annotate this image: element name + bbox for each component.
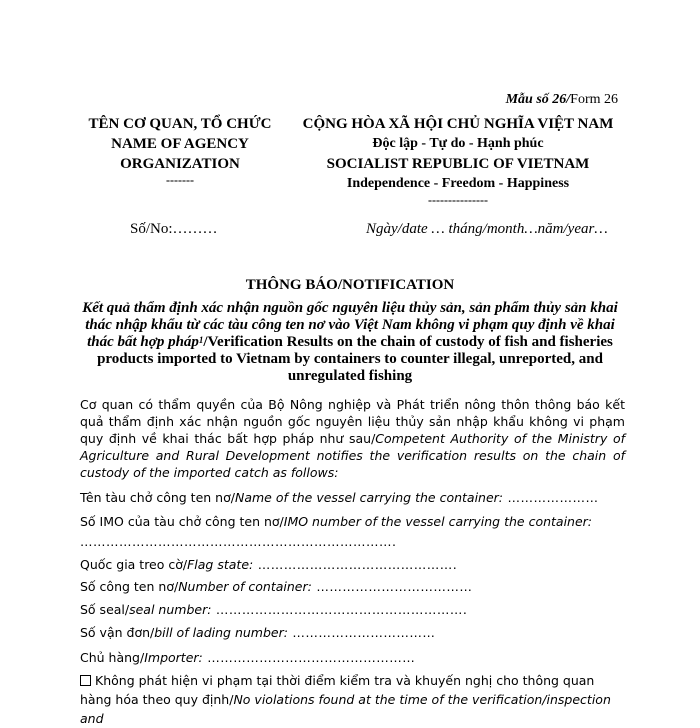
field-imo-number-en: IMO number of the vessel carrying the container:: [283, 514, 593, 529]
field-imo-number-blank: ……………………………………………………………….: [80, 534, 397, 549]
form-number-vn: Mẫu số 26/: [505, 92, 571, 107]
intro-vn: Cơ quan có thẩm quyền của Bộ Nông nghiệp và Phát triển nông thôn thông báo kết quả thẩm định xác nhận nguồn gốc nguyên liệu thủy sản nhập khẩu không vi phạm quy định về khai thác bất hợp pháp như sau/: [80, 397, 625, 446]
footnote-marker: 1: [198, 335, 204, 345]
field-container-number-en: Number of container:: [178, 579, 312, 594]
field-container-number: [80, 577, 625, 597]
field-flag-state-blank: ……………………………………….: [253, 557, 458, 572]
subtitle-vn: Kết quả thẩm định xác nhận nguồn gốc nguyên liệu thủy sản, sản phẩm thủy sản khai thác nhập khẩu từ các tàu công ten nơ vào Việt Nam không vi phạm quy định về khai thác bất hợp pháp: [82, 300, 618, 350]
field-imo-number: [80, 512, 625, 552]
field-vessel-name: [80, 488, 625, 508]
republic-separator: ---------------: [428, 193, 488, 207]
field-flag-state: [80, 555, 625, 575]
republic-vn-title: CỘNG HÒA XÃ HỘI CHỦ NGHĨA VIỆT NAM: [302, 116, 614, 132]
field-seal-number-en: seal number:: [129, 602, 212, 617]
agency-line-2: NAME OF AGENCY: [111, 136, 249, 152]
agency-block: [80, 114, 280, 186]
checkbox-no-violation-vn: Không phát hiện vi phạm tại thời điểm kiểm tra và khuyến nghị cho thông quan hàng hóa theo quy định/: [80, 673, 595, 707]
notification-subtitle: [78, 300, 622, 385]
intro-en: Competent Authority of the Ministry of Agriculture and Rural Development notifies the verification results on the chain of custody of the imported catch as follows:: [80, 431, 626, 480]
agency-line-3: ORGANIZATION: [120, 156, 240, 172]
form-number: [506, 92, 618, 108]
intro-paragraph: [80, 396, 625, 481]
checkbox-no-violation-en: No violations found at the time of the verification/inspection and: [80, 692, 611, 726]
field-flag-state-en: Flag state:: [187, 557, 254, 572]
field-seal-number: [80, 600, 625, 620]
agency-line-1: TÊN CƠ QUAN, TỔ CHỨC: [88, 116, 272, 132]
field-container-number-vn: Số công ten nơ/: [80, 579, 179, 594]
republic-header: [288, 114, 628, 206]
field-importer-blank: …………………………………………: [202, 650, 416, 665]
notification-title: THÔNG BÁO/NOTIFICATION: [245, 277, 455, 293]
field-importer: [80, 648, 625, 668]
field-bill-of-lading: [80, 623, 625, 643]
field-container-number-blank: ………………………………: [311, 579, 473, 594]
agency-separator: -------: [166, 173, 194, 187]
field-imo-number-vn: Số IMO của tàu chở công ten nơ/: [80, 514, 284, 529]
field-bill-of-lading-en: bill of lading number:: [154, 625, 288, 640]
field-flag-state-vn: Quốc gia treo cờ/: [80, 557, 188, 572]
field-importer-vn: Chủ hàng/: [80, 650, 145, 665]
field-importer-en: Importer:: [144, 650, 203, 665]
subtitle-en: /Verification Results on the chain of custody of fish and fisheries products imported to Vietnam by containers to counter illegal, unreported, and unregulated fishing: [97, 334, 613, 384]
field-seal-number-blank: ………………………………………………….: [211, 602, 468, 617]
republic-vn-motto: Độc lập - Tự do - Hạnh phúc: [372, 136, 544, 151]
form-number-en: Form 26: [570, 92, 618, 107]
republic-en-motto: Independence - Freedom - Happiness: [346, 176, 570, 191]
field-vessel-name-vn: Tên tàu chở công ten nơ/: [80, 490, 235, 505]
republic-en-title: SOCIALIST REPUBLIC OF VIETNAM: [326, 156, 590, 172]
field-bill-of-lading-blank: ……………………………: [287, 625, 436, 640]
document-number: Số/No:………: [130, 221, 218, 237]
field-vessel-name-blank: …………………: [503, 490, 599, 505]
checkbox-icon[interactable]: [80, 675, 91, 686]
field-seal-number-vn: Số seal/: [80, 602, 130, 617]
field-vessel-name-en: Name of the vessel carrying the container:: [234, 490, 504, 505]
field-bill-of-lading-vn: Số vận đơn/: [80, 625, 155, 640]
document-date: Ngày/date … tháng/month…năm/year…: [366, 221, 608, 237]
